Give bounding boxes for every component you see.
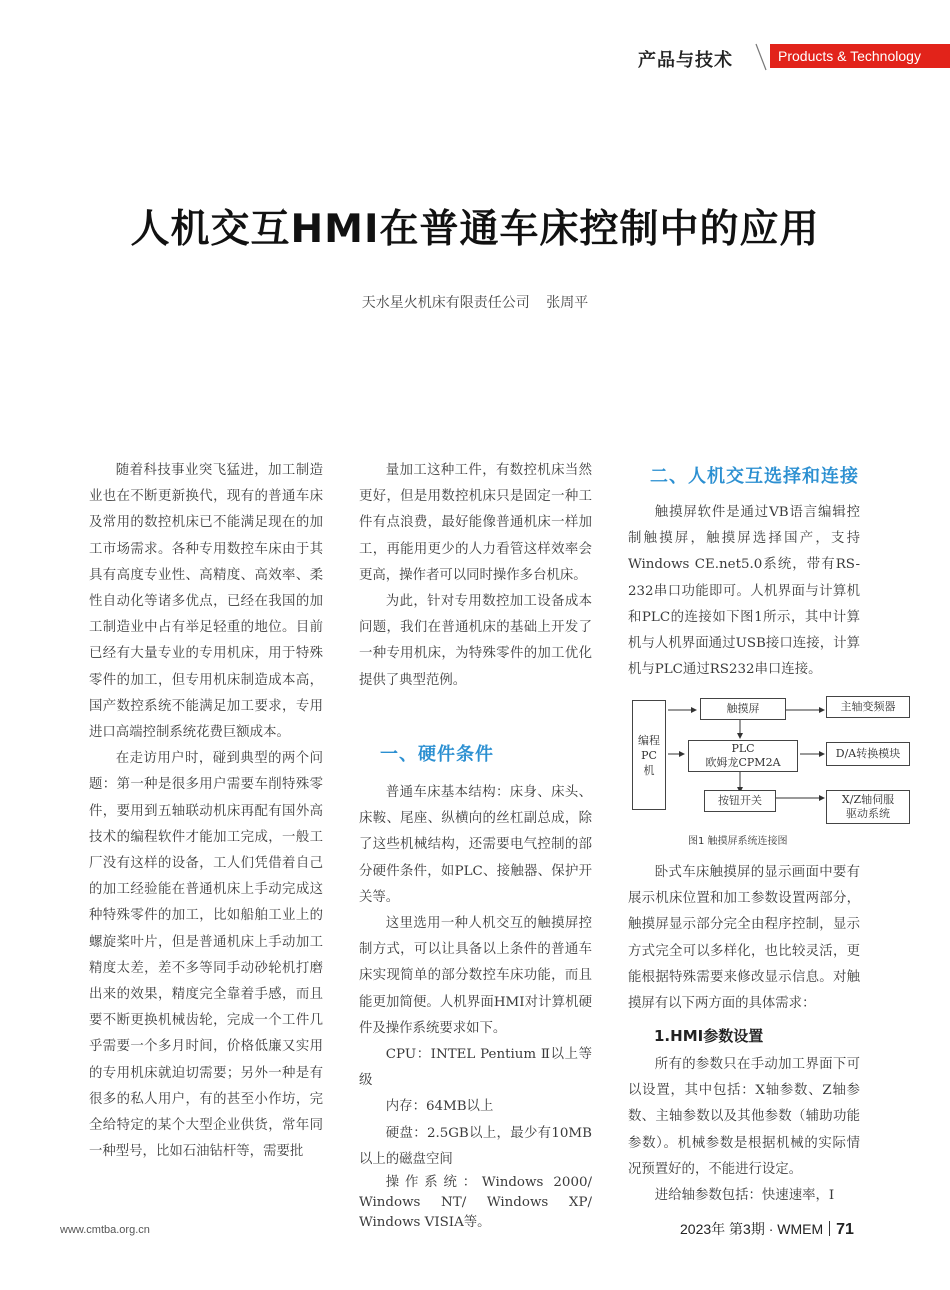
paragraph: 进给轴参数包括：快速速率，I bbox=[654, 1188, 835, 1204]
plc-label: PLC bbox=[731, 742, 755, 755]
section-title: 产品与技术 bbox=[638, 50, 733, 71]
paragraph: 这里选用一种人机交互的触摸屏控制方式，可以让具备以上条件的普通车床实现简单的部分数控车床功能，而且能更加简便。人机界面HMI对计算机硬件及操作系统要求如下。 bbox=[359, 916, 592, 1036]
touchscreen-label: 触摸屏 bbox=[726, 702, 760, 715]
section-heading-hardware: 一、硬件条件 bbox=[380, 744, 494, 765]
plc-box bbox=[688, 740, 798, 772]
button-switch-box bbox=[704, 790, 776, 812]
issue-label: 2023年 第3期 · WMEM bbox=[680, 1221, 824, 1237]
paragraph: 所有的参数只在手动加工界面下可以设置，其中包括：X轴参数、Z轴参数、主轴参数以及其他参数（辅助功能参数）。机械参数是根据机械的实际情况预置好的，不能进行设定。 bbox=[628, 1057, 860, 1177]
byline bbox=[0, 292, 950, 312]
paragraph: 触摸屏软件是通过VB语言编辑控制触摸屏，触摸屏选择国产，支持Windows CE.net5.0系统，带有RS-232串口功能即可。人机界面与计算机和PLC的连接如下图1所示，其中计算机与人机界面通过USB接口连接，计算机与PLC通过RS232串口连接。 bbox=[628, 505, 860, 678]
author-organization: 天水星火机床有限责任公司 bbox=[361, 295, 530, 311]
header-slash-divider bbox=[754, 42, 768, 72]
paragraph: CPU：INTEL Pentium Ⅱ以上等级 bbox=[359, 1047, 592, 1089]
paragraph: 内存：64MB以上 bbox=[385, 1099, 494, 1115]
subsection-heading-hmi: 1.HMI参数设置 bbox=[654, 1027, 764, 1045]
article-title: 人机交互HMI在普通车床控制中的应用 bbox=[130, 207, 820, 252]
paragraph: 操作系统：Windows 2000/ Windows NT/ Windows XP/ Windows VISIA等。 bbox=[359, 1175, 592, 1231]
footer-url: www.cmtba.org.cn bbox=[60, 1224, 150, 1236]
section-tag-en: Products & Technology bbox=[770, 44, 950, 68]
column-2-lower bbox=[359, 780, 592, 1233]
page-number: 71 bbox=[836, 1221, 854, 1238]
paragraph: 在走访用户时，碰到典型的两个问题：第一种是很多用户需要车削特殊零件，要用到五轴联动机床再配有国外高技术的编程软件才能加工完成，一般工厂没有这样的设备，工人们凭借着自己的加工经验能在普通机床上手动完成这种特殊零件的加工，比如船舶工业上的螺旋桨叶片，但是普通机床上手动加工精度太差，差不多等同手动砂轮机打磨出来的效果，精度完全靠着手感，而且要不断更换机械齿轮，完成一个工件几乎需要一个多月时间，价格低廉又实用的专用机床就迫切需要；另外一种是有很多的私人用户，有的甚至小作坊，完全给特定的某个大型企业供货，常年同一种型号，比如石油钻杆等，需要批 bbox=[89, 751, 323, 1160]
paragraph: 普通车床基本结构：床身、床头、床鞍、尾座、纵横向的丝杠副总成，除了这些机械结构，还需要电气控制的部分硬件条件，如PLC、接触器、保护开关等。 bbox=[359, 785, 592, 905]
servo-drive-box bbox=[826, 790, 910, 824]
column-3-bottom bbox=[628, 1052, 860, 1209]
touchscreen-box bbox=[700, 698, 786, 720]
author-name: 张周平 bbox=[546, 295, 589, 311]
system-connection-diagram bbox=[630, 694, 912, 834]
column-3-lower bbox=[628, 860, 860, 1017]
plc-model-label: 欧姆龙CPM2A bbox=[705, 756, 781, 769]
figure-caption: 图1 触摸屏系统连接图 bbox=[688, 836, 788, 847]
column-3 bbox=[628, 500, 860, 683]
paragraph: 硬盘：2.5GB以上，最少有10MB以上的磁盘空间 bbox=[359, 1125, 592, 1167]
servo-drive-label-2: 驱动系统 bbox=[846, 807, 890, 820]
pc-label: 编程PC机 bbox=[638, 733, 660, 777]
spindle-vfd-box bbox=[826, 696, 910, 718]
spindle-vfd-label: 主轴变频器 bbox=[840, 700, 896, 713]
servo-drive-label: X/Z轴伺服 bbox=[841, 793, 895, 806]
column-2 bbox=[359, 458, 592, 728]
da-module-box bbox=[826, 742, 910, 766]
footer-issue bbox=[680, 1219, 854, 1239]
footer-separator bbox=[829, 1221, 830, 1236]
button-switch-label: 按钮开关 bbox=[718, 794, 762, 807]
paragraph: 为此，针对专用数控加工设备成本问题，我们在普通机床的基础上开发了一种专用机床，为特殊零件的加工优化提供了典型范例。 bbox=[359, 594, 592, 688]
da-module-label: D/A转换模块 bbox=[835, 747, 901, 760]
pc-box bbox=[632, 700, 666, 810]
paragraph: 量加工这种工件，有数控机床当然更好，但是用数控机床只是固定一种工件有点浪费，最好能像普通机床一样加工，再能用更少的人力看管这样效率会更高，操作者可以同时操作多台机床。 bbox=[359, 463, 592, 583]
column-1 bbox=[89, 458, 323, 1165]
paragraph: 卧式车床触摸屏的显示画面中要有展示机床位置和加工参数设置两部分，触摸屏显示部分完全由程序控制，显示方式完全可以多样化，也比较灵活，更能根据特殊需要来修改显示信息。对触摸屏有以下两方面的具体需求： bbox=[628, 865, 860, 1012]
paragraph: 随着科技事业突飞猛进，加工制造业也在不断更新换代，现有的普通车床及常用的数控机床已不能满足现在的加工市场需求。各种专用数控车床由于其具有高度专业性、高精度、高效率、柔性自动化等诸多优点，已经在我国的加工制造业中占有举足轻重的地位。目前已经有大量专业的专用机床，用于特殊零件的加工，但专用机床制造成本高，国产数控系统不能满足加工要求，专用进口高端控制系统花费巨额成本。 bbox=[89, 463, 323, 741]
section-heading-selection: 二、人机交互选择和连接 bbox=[650, 466, 859, 487]
